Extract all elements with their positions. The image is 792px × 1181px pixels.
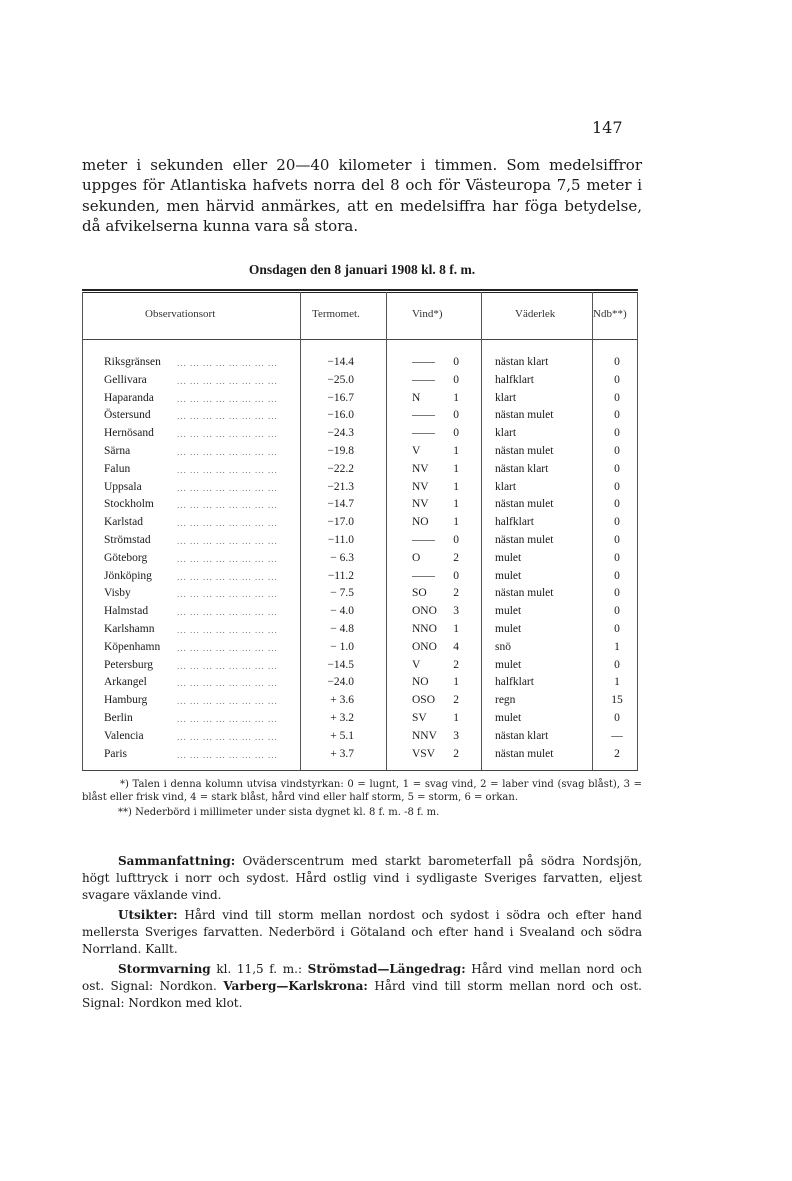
precipitation: 0 [614, 391, 620, 404]
precipitation: 1 [614, 640, 620, 653]
wind-force: 2 [453, 694, 459, 707]
station-name: Jönköping [104, 569, 152, 582]
leader-dots: ... ... ... ... ... ... ... ... [177, 731, 278, 742]
wind-direction: SO [412, 587, 427, 600]
leader-dots: ... ... ... ... ... ... ... ... [177, 482, 278, 493]
wind-force: 1 [453, 444, 459, 457]
outlook-label: Utsikter: [118, 908, 178, 922]
station-name: Hamburg [104, 694, 148, 707]
station-name: Göteborg [104, 551, 148, 564]
wind-direction: NO [412, 676, 429, 689]
wind-direction: NNO [412, 622, 437, 635]
precipitation: 0 [614, 658, 620, 671]
wind-force: 1 [453, 391, 459, 404]
weather: nästan klart [495, 356, 549, 368]
outlook-text: Hård vind till storm mellan nordost och sydost i södra och efter hand mellersta Sveriges farvatten. Nederbörd i Götaland och efter hand i Svealand och södra Norrland. Kallt. [82, 908, 642, 956]
precipitation: 0 [614, 356, 620, 368]
wind-force: 4 [453, 640, 459, 653]
wind-direction: —— [412, 373, 435, 386]
weather: mulet [495, 569, 522, 582]
temperature: −14.4 [327, 356, 354, 368]
precipitation: 1 [614, 676, 620, 689]
header-place: Observationsort [145, 308, 216, 320]
weather: mulet [495, 622, 522, 635]
wind-force: 0 [453, 373, 459, 386]
temperature: − 7.5 [330, 587, 354, 600]
wind-direction: —— [412, 356, 435, 368]
table-row [82, 748, 638, 766]
precipitation: 0 [614, 605, 620, 618]
table-row [82, 623, 638, 641]
wind-force: 0 [453, 409, 459, 422]
observation-table [82, 356, 638, 765]
header-ndb: Ndb**) [593, 308, 627, 320]
table-header-rule [82, 339, 638, 340]
leader-dots: ... ... ... ... ... ... ... ... [177, 678, 278, 689]
page-number: 147 [592, 118, 623, 137]
wind-direction: N [412, 391, 421, 404]
weather: mulet [495, 658, 522, 671]
wind-force: 1 [453, 711, 459, 724]
temperature: −11.2 [327, 569, 354, 582]
leader-dots: ... ... ... ... ... ... ... ... [177, 464, 278, 475]
wind-direction: NV [412, 462, 429, 475]
station-name: Särna [104, 444, 131, 457]
table-row [82, 516, 638, 534]
table-row [82, 587, 638, 605]
leader-dots: ... ... ... ... ... ... ... ... [177, 500, 278, 511]
leader-dots: ... ... ... ... ... ... ... ... [177, 375, 278, 386]
wind-force: 0 [453, 533, 459, 546]
table-row [82, 730, 638, 748]
weather: nästan mulet [495, 587, 554, 600]
leader-dots: ... ... ... ... ... ... ... ... [177, 518, 278, 529]
temperature: −25.0 [327, 373, 354, 386]
leader-dots: ... ... ... ... ... ... ... ... [177, 589, 278, 600]
leader-dots: ... ... ... ... ... ... ... ... [177, 393, 278, 404]
wind-direction: NV [412, 480, 429, 493]
table-row [82, 659, 638, 677]
temperature: −24.3 [327, 427, 354, 440]
temperature: + 5.1 [330, 729, 354, 742]
outlook-paragraph [82, 907, 642, 958]
table-top-rule-thin [82, 292, 638, 293]
station-name: Haparanda [104, 391, 154, 404]
wind-direction: NNV [412, 729, 437, 742]
wind-force: 0 [453, 427, 459, 440]
stromstad-label: Strömstad—Längedrag: [307, 962, 466, 976]
wind-force: 2 [453, 551, 459, 564]
wind-force: 0 [453, 356, 459, 368]
precipitation: 15 [611, 694, 623, 707]
station-name: Petersburg [104, 658, 153, 671]
forecast-summary [82, 853, 642, 1015]
table-row [82, 481, 638, 499]
station-name: Berlin [104, 711, 133, 724]
header-weather: Väderlek [515, 308, 556, 320]
varberg-text: Hård vind till storm mellan nord och ost. Signal: Nordkon med klot. [82, 979, 642, 1010]
leader-dots: ... ... ... ... ... ... ... ... [177, 553, 278, 564]
table-top-rule [82, 289, 638, 291]
precipitation: 0 [614, 516, 620, 529]
station-name: Halmstad [104, 605, 149, 618]
table-row [82, 552, 638, 570]
wind-direction: —— [412, 427, 435, 440]
table-row [82, 392, 638, 410]
weather: nästan mulet [495, 498, 554, 511]
station-name: Arkangel [104, 676, 147, 689]
summary-paragraph [82, 853, 642, 904]
leader-dots: ... ... ... ... ... ... ... ... [177, 446, 278, 457]
wind-force: 2 [453, 658, 459, 671]
weather: nästan mulet [495, 409, 554, 422]
leader-dots: ... ... ... ... ... ... ... ... [177, 571, 278, 582]
wind-direction: OSO [412, 694, 436, 707]
weather: halfklart [495, 676, 534, 689]
temperature: −24.0 [327, 676, 354, 689]
station-name: Gellivara [104, 373, 147, 386]
wind-direction: SV [412, 711, 427, 724]
leader-dots: ... ... ... ... ... ... ... ... [177, 358, 278, 368]
footnote-ndb: **) Nederbörd i millimeter under sista dygnet kl. 8 f. m. -8 f. m. [118, 807, 440, 818]
wind-force: 1 [453, 676, 459, 689]
weather: mulet [495, 711, 522, 724]
temperature: −14.7 [327, 498, 354, 511]
wind-force: 0 [453, 569, 459, 582]
wind-direction: ONO [412, 640, 437, 653]
table-row [82, 409, 638, 427]
table-row [82, 641, 638, 659]
station-name: Hernösand [104, 427, 154, 440]
weather: nästan klart [495, 462, 549, 475]
weather: klart [495, 427, 517, 440]
table-row [82, 694, 638, 712]
precipitation: 0 [614, 551, 620, 564]
weather: mulet [495, 605, 522, 618]
table-row [82, 445, 638, 463]
precipitation: 0 [614, 427, 620, 440]
table-row [82, 374, 638, 392]
precipitation: 0 [614, 409, 620, 422]
table-row [82, 605, 638, 623]
precipitation: 0 [614, 498, 620, 511]
footnote-wind: *) Talen i denna kolumn utvisa vindstyrkan: 0 = lugnt, 1 = svag vind, 2 = laber vind (svag blåst), 3 = blåst eller frisk vind, 4 = stark blåst, hård vind eller half storm, 5 = storm, 6 = orkan. [82, 779, 642, 803]
leader-dots: ... ... ... ... ... ... ... ... [177, 624, 278, 635]
wind-direction: VSV [412, 747, 436, 760]
station-name: Stockholm [104, 498, 154, 511]
precipitation: 0 [614, 711, 620, 724]
wind-direction: NO [412, 516, 429, 529]
wind-direction: —— [412, 569, 435, 582]
station-name: Karlstad [104, 516, 143, 529]
leader-dots: ... ... ... ... ... ... ... ... [177, 535, 278, 546]
wind-direction: —— [412, 409, 435, 422]
table-bottom-rule [82, 770, 638, 771]
leader-dots: ... ... ... ... ... ... ... ... [177, 749, 278, 760]
wind-direction: NV [412, 498, 429, 511]
precipitation: 0 [614, 569, 620, 582]
temperature: + 3.2 [330, 711, 354, 724]
station-name: Falun [104, 462, 131, 475]
wind-direction: V [412, 658, 421, 671]
footnotes [82, 778, 642, 819]
weather: nästan mulet [495, 747, 554, 760]
header-wind: Vind*) [412, 308, 443, 320]
leader-dots: ... ... ... ... ... ... ... ... [177, 696, 278, 707]
temperature: −17.0 [327, 516, 354, 529]
precipitation: 0 [614, 444, 620, 457]
station-name: Visby [104, 587, 131, 600]
leader-dots: ... ... ... ... ... ... ... ... [177, 411, 278, 422]
leader-dots: ... ... ... ... ... ... ... ... [177, 429, 278, 440]
storm-warning-time: kl. 11,5 f. m.: [216, 962, 302, 976]
temperature: −11.0 [327, 533, 354, 546]
weather: nästan klart [495, 729, 549, 742]
wind-force: 1 [453, 480, 459, 493]
table-row [82, 676, 638, 694]
leader-dots: ... ... ... ... ... ... ... ... [177, 607, 278, 618]
intro-text: meter i sekunden eller 20—40 kilometer i timmen. Som medelsiffror uppges för Atlantiska hafvets norra del 8 och för Västeuropa 7,5 meter i sekunden, men härvid anmärkes, att en medelsiffra har föga betydelse, då afvikelserna kunna vara så stora. [82, 156, 642, 235]
table-row [82, 712, 638, 730]
header-temp: Termomet. [312, 308, 360, 320]
precipitation: 0 [614, 462, 620, 475]
wind-force: 1 [453, 462, 459, 475]
storm-warning-paragraph [82, 961, 642, 1012]
table-row [82, 356, 638, 374]
weather: klart [495, 480, 517, 493]
station-name: Karlshamn [104, 622, 155, 635]
summary-label: Sammanfattning: [118, 854, 236, 868]
wind-force: 1 [453, 498, 459, 511]
stromstad-text: Hård vind mellan nord och ost. Signal: Nordkon. [82, 962, 642, 993]
weather: mulet [495, 551, 522, 564]
temperature: − 4.0 [330, 605, 354, 618]
wind-force: 3 [453, 729, 459, 742]
weather: nästan mulet [495, 533, 554, 546]
wind-direction: ONO [412, 605, 437, 618]
temperature: −14.5 [327, 658, 354, 671]
precipitation: 2 [614, 747, 620, 760]
precipitation: 0 [614, 373, 620, 386]
wind-force: 2 [453, 587, 459, 600]
temperature: − 6.3 [330, 551, 354, 564]
precipitation: 0 [614, 480, 620, 493]
weather: snö [495, 640, 511, 653]
table-row [82, 498, 638, 516]
wind-force: 1 [453, 516, 459, 529]
wind-force: 1 [453, 622, 459, 635]
leader-dots: ... ... ... ... ... ... ... ... [177, 660, 278, 671]
wind-force: 2 [453, 747, 459, 760]
temperature: + 3.7 [330, 747, 354, 760]
precipitation: 0 [614, 587, 620, 600]
table-title: Onsdagen den 8 januari 1908 kl. 8 f. m. [248, 262, 476, 277]
temperature: −16.7 [327, 391, 354, 404]
temperature: + 3.6 [330, 694, 354, 707]
wind-direction: V [412, 444, 421, 457]
weather: klart [495, 391, 517, 404]
station-name: Paris [104, 747, 127, 760]
summary-text: Oväderscentrum med starkt barometerfall på södra Nordsjön, högt lufttryck i norr och sydost. Hård ostlig vind i sydligaste Sveriges farvatten, eljest svagare växlande vind. [82, 854, 642, 902]
temperature: −16.0 [327, 409, 354, 422]
temperature: −22.2 [327, 462, 354, 475]
station-name: Östersund [104, 409, 151, 422]
station-name: Köpenhamn [104, 640, 161, 653]
wind-force: 3 [453, 605, 459, 618]
station-name: Strömstad [104, 533, 151, 546]
temperature: − 1.0 [330, 640, 354, 653]
leader-dots: ... ... ... ... ... ... ... ... [177, 713, 278, 724]
wind-direction: O [412, 551, 421, 564]
station-name: Uppsala [104, 480, 142, 493]
table-row [82, 534, 638, 552]
temperature: −19.8 [327, 444, 354, 457]
weather: halfklart [495, 373, 534, 386]
temperature: − 4.8 [330, 622, 354, 635]
weather: regn [495, 694, 516, 707]
leader-dots: ... ... ... ... ... ... ... ... [177, 642, 278, 653]
weather: halfklart [495, 516, 534, 529]
station-name: Riksgränsen [104, 356, 161, 368]
precipitation: — [611, 729, 623, 742]
table-row [82, 427, 638, 445]
intro-paragraph [82, 155, 642, 236]
varberg-label: Varberg—Karlskrona: [223, 979, 368, 993]
precipitation: 0 [614, 533, 620, 546]
weather: nästan mulet [495, 444, 554, 457]
precipitation: 0 [614, 622, 620, 635]
storm-warning-label: Stormvarning [118, 962, 211, 976]
wind-direction: —— [412, 533, 435, 546]
station-name: Valencia [104, 729, 144, 742]
table-row [82, 463, 638, 481]
temperature: −21.3 [327, 480, 354, 493]
table-row [82, 570, 638, 588]
